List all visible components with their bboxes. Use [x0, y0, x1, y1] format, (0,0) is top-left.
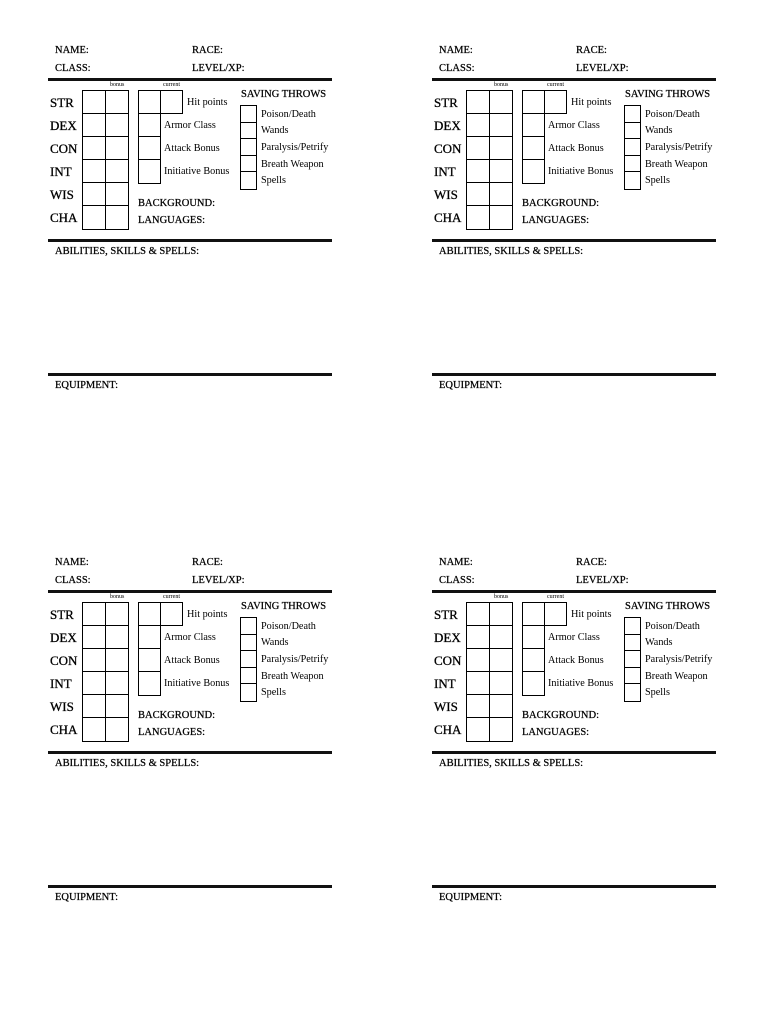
languages-label: LANGUAGES: — [522, 215, 590, 226]
stat-label-dex: DEX — [50, 629, 77, 645]
con-score-box — [83, 649, 106, 672]
paralysis-petrify-save-box — [241, 651, 256, 668]
poison-death-label: Poison/Death — [645, 620, 700, 632]
wis-bonus-box — [490, 695, 513, 718]
int-bonus-box — [106, 672, 129, 695]
int-score-box — [83, 160, 106, 183]
abilities-skills-spells-label: ABILITIES, SKILLS & SPELLS: — [439, 246, 584, 257]
spells-save-box — [241, 684, 256, 701]
wands-label: Wands — [261, 125, 289, 137]
armor-class-box — [523, 626, 544, 649]
name-label: NAME: — [439, 45, 473, 56]
attack-bonus-box — [139, 137, 160, 160]
languages-label: LANGUAGES: — [522, 727, 590, 738]
current-column-header: current — [163, 82, 180, 88]
stat-label-wis: WIS — [50, 186, 74, 202]
race-label: RACE: — [576, 45, 607, 56]
languages-label: LANGUAGES: — [138, 727, 206, 738]
header-divider — [48, 78, 332, 81]
attack-bonus-label: Attack Bonus — [548, 143, 604, 154]
class-label: CLASS: — [439, 63, 475, 74]
poison-death-save-box — [625, 618, 640, 635]
wis-bonus-box — [490, 183, 513, 206]
con-bonus-box — [106, 137, 129, 160]
dex-score-box — [83, 114, 106, 137]
class-label: CLASS: — [439, 575, 475, 586]
header-divider — [48, 590, 332, 593]
level-xp-label: LEVEL/XP: — [576, 63, 629, 74]
wis-bonus-box — [106, 183, 129, 206]
current-column-header: current — [547, 594, 564, 600]
wands-label: Wands — [645, 125, 673, 137]
stat-label-wis: WIS — [434, 186, 458, 202]
spells-label: Spells — [645, 687, 670, 699]
paralysis-petrify-save-box — [241, 139, 256, 156]
stat-label-str: STR — [50, 606, 74, 622]
breath-weapon-label: Breath Weapon — [645, 670, 708, 682]
paralysis-petrify-save-box — [625, 651, 640, 668]
saving-throw-grid — [240, 617, 257, 702]
name-label: NAME: — [55, 45, 89, 56]
race-label: RACE: — [576, 557, 607, 568]
initiative-bonus-box — [139, 672, 160, 695]
character-card — [432, 40, 716, 500]
equipment-divider — [432, 373, 716, 376]
stat-label-con: CON — [434, 140, 462, 156]
saving-throws-title: SAVING THROWS — [625, 89, 711, 100]
armor-class-label: Armor Class — [164, 632, 216, 643]
stat-label-cha: CHA — [50, 209, 78, 225]
hit-points-label: Hit points — [187, 609, 228, 620]
saving-throws-title: SAVING THROWS — [625, 601, 711, 612]
current-column-header: current — [547, 82, 564, 88]
cha-score-box — [83, 206, 106, 229]
attack-bonus-label: Attack Bonus — [548, 655, 604, 666]
stat-label-dex: DEX — [50, 117, 77, 133]
str-bonus-box — [490, 603, 513, 626]
hit-points-label: Hit points — [571, 97, 612, 108]
character-card — [48, 552, 332, 1012]
abilities-divider — [48, 751, 332, 754]
int-bonus-box — [490, 672, 513, 695]
hit-points-max-box — [139, 603, 160, 626]
equipment-label: EQUIPMENT: — [55, 892, 119, 903]
spells-label: Spells — [261, 687, 286, 699]
wis-score-box — [83, 695, 106, 718]
armor-class-label: Armor Class — [548, 632, 600, 643]
dex-bonus-box — [106, 114, 129, 137]
con-bonus-box — [490, 649, 513, 672]
paralysis-petrify-label: Paralysis/Petrify — [261, 142, 329, 153]
current-column-header: current — [163, 594, 180, 600]
class-label: CLASS: — [55, 575, 91, 586]
str-score-box — [467, 91, 490, 114]
abilities-divider — [432, 239, 716, 242]
initiative-bonus-label: Initiative Bonus — [548, 678, 614, 689]
wis-score-box — [83, 183, 106, 206]
initiative-bonus-label: Initiative Bonus — [164, 166, 230, 177]
cha-score-box — [83, 718, 106, 741]
wis-score-box — [467, 183, 490, 206]
stat-label-str: STR — [434, 606, 458, 622]
character-card — [48, 40, 332, 500]
dex-score-box — [467, 114, 490, 137]
int-bonus-box — [490, 160, 513, 183]
paralysis-petrify-label: Paralysis/Petrify — [261, 654, 329, 665]
attack-bonus-box — [139, 649, 160, 672]
spells-label: Spells — [645, 175, 670, 187]
equipment-divider — [48, 373, 332, 376]
str-bonus-box — [490, 91, 513, 114]
int-score-box — [83, 672, 106, 695]
breath-weapon-label: Breath Weapon — [645, 158, 708, 170]
hit-points-current-box — [544, 602, 567, 626]
armor-class-box — [139, 114, 160, 137]
stat-label-str: STR — [434, 94, 458, 110]
wands-save-box — [625, 635, 640, 652]
int-score-box — [467, 672, 490, 695]
cha-score-box — [467, 718, 490, 741]
cha-bonus-box — [106, 206, 129, 229]
level-xp-label: LEVEL/XP: — [576, 575, 629, 586]
attack-bonus-label: Attack Bonus — [164, 655, 220, 666]
hit-points-label: Hit points — [187, 97, 228, 108]
hit-points-current-box — [160, 602, 183, 626]
header-divider — [432, 78, 716, 81]
con-score-box — [83, 137, 106, 160]
equipment-label: EQUIPMENT: — [439, 892, 503, 903]
str-bonus-box — [106, 91, 129, 114]
dex-bonus-box — [490, 114, 513, 137]
header-divider — [432, 590, 716, 593]
stat-label-wis: WIS — [434, 698, 458, 714]
equipment-label: EQUIPMENT: — [439, 380, 503, 391]
background-label: BACKGROUND: — [138, 198, 216, 209]
cha-bonus-box — [490, 718, 513, 741]
stat-label-str: STR — [50, 94, 74, 110]
ability-score-grid — [466, 90, 513, 230]
dex-score-box — [83, 626, 106, 649]
poison-death-save-box — [241, 106, 256, 123]
stat-label-int: INT — [50, 163, 72, 179]
languages-label: LANGUAGES: — [138, 215, 206, 226]
equipment-label: EQUIPMENT: — [55, 380, 119, 391]
level-xp-label: LEVEL/XP: — [192, 63, 245, 74]
int-bonus-box — [106, 160, 129, 183]
wands-label: Wands — [645, 637, 673, 649]
character-card — [432, 552, 716, 1012]
saving-throw-grid — [624, 105, 641, 190]
abilities-skills-spells-label: ABILITIES, SKILLS & SPELLS: — [439, 758, 584, 769]
race-label: RACE: — [192, 557, 223, 568]
wands-save-box — [241, 123, 256, 140]
poison-death-save-box — [241, 618, 256, 635]
ability-score-grid — [466, 602, 513, 742]
stat-label-con: CON — [50, 652, 78, 668]
con-score-box — [467, 649, 490, 672]
name-label: NAME: — [439, 557, 473, 568]
armor-class-label: Armor Class — [548, 120, 600, 131]
bonus-column-header: bonus — [494, 82, 509, 88]
wands-label: Wands — [261, 637, 289, 649]
equipment-divider — [48, 885, 332, 888]
ability-score-grid — [82, 90, 129, 230]
armor-class-box — [523, 114, 544, 137]
bonus-column-header: bonus — [110, 594, 125, 600]
str-bonus-box — [106, 603, 129, 626]
initiative-bonus-label: Initiative Bonus — [164, 678, 230, 689]
paralysis-petrify-label: Paralysis/Petrify — [645, 142, 713, 153]
breath-weapon-label: Breath Weapon — [261, 670, 324, 682]
paralysis-petrify-label: Paralysis/Petrify — [645, 654, 713, 665]
initiative-bonus-box — [523, 672, 544, 695]
con-bonus-box — [490, 137, 513, 160]
hit-points-current-box — [544, 90, 567, 114]
hit-points-max-box — [523, 91, 544, 114]
wis-score-box — [467, 695, 490, 718]
combat-stat-grid — [138, 90, 161, 184]
breath-weapon-save-box — [241, 156, 256, 173]
level-xp-label: LEVEL/XP: — [192, 575, 245, 586]
breath-weapon-save-box — [625, 156, 640, 173]
stat-label-wis: WIS — [50, 698, 74, 714]
initiative-bonus-label: Initiative Bonus — [548, 166, 614, 177]
stat-label-cha: CHA — [50, 721, 78, 737]
dex-score-box — [467, 626, 490, 649]
poison-death-save-box — [625, 106, 640, 123]
hit-points-current-box — [160, 90, 183, 114]
spells-save-box — [625, 172, 640, 189]
spells-save-box — [241, 172, 256, 189]
combat-stat-grid — [522, 602, 545, 696]
stat-label-cha: CHA — [434, 209, 462, 225]
background-label: BACKGROUND: — [522, 198, 600, 209]
stat-label-int: INT — [434, 675, 456, 691]
stat-label-con: CON — [50, 140, 78, 156]
poison-death-label: Poison/Death — [645, 108, 700, 120]
saving-throws-title: SAVING THROWS — [241, 601, 327, 612]
equipment-divider — [432, 885, 716, 888]
initiative-bonus-box — [523, 160, 544, 183]
cha-bonus-box — [106, 718, 129, 741]
armor-class-box — [139, 626, 160, 649]
attack-bonus-label: Attack Bonus — [164, 143, 220, 154]
spells-save-box — [625, 684, 640, 701]
dex-bonus-box — [490, 626, 513, 649]
breath-weapon-label: Breath Weapon — [261, 158, 324, 170]
saving-throw-grid — [240, 105, 257, 190]
dex-bonus-box — [106, 626, 129, 649]
combat-stat-grid — [138, 602, 161, 696]
bonus-column-header: bonus — [110, 82, 125, 88]
cha-score-box — [467, 206, 490, 229]
abilities-divider — [48, 239, 332, 242]
stat-label-dex: DEX — [434, 629, 461, 645]
stat-label-int: INT — [50, 675, 72, 691]
paralysis-petrify-save-box — [625, 139, 640, 156]
breath-weapon-save-box — [625, 668, 640, 685]
wands-save-box — [625, 123, 640, 140]
con-bonus-box — [106, 649, 129, 672]
saving-throw-grid — [624, 617, 641, 702]
stat-label-con: CON — [434, 652, 462, 668]
int-score-box — [467, 160, 490, 183]
str-score-box — [467, 603, 490, 626]
cha-bonus-box — [490, 206, 513, 229]
breath-weapon-save-box — [241, 668, 256, 685]
str-score-box — [83, 91, 106, 114]
combat-stat-grid — [522, 90, 545, 184]
con-score-box — [467, 137, 490, 160]
abilities-skills-spells-label: ABILITIES, SKILLS & SPELLS: — [55, 758, 200, 769]
stat-label-dex: DEX — [434, 117, 461, 133]
hit-points-max-box — [139, 91, 160, 114]
poison-death-label: Poison/Death — [261, 108, 316, 120]
background-label: BACKGROUND: — [522, 710, 600, 721]
wis-bonus-box — [106, 695, 129, 718]
saving-throws-title: SAVING THROWS — [241, 89, 327, 100]
hit-points-label: Hit points — [571, 609, 612, 620]
stat-label-int: INT — [434, 163, 456, 179]
initiative-bonus-box — [139, 160, 160, 183]
stat-label-cha: CHA — [434, 721, 462, 737]
race-label: RACE: — [192, 45, 223, 56]
abilities-divider — [432, 751, 716, 754]
poison-death-label: Poison/Death — [261, 620, 316, 632]
attack-bonus-box — [523, 649, 544, 672]
background-label: BACKGROUND: — [138, 710, 216, 721]
hit-points-max-box — [523, 603, 544, 626]
str-score-box — [83, 603, 106, 626]
attack-bonus-box — [523, 137, 544, 160]
armor-class-label: Armor Class — [164, 120, 216, 131]
name-label: NAME: — [55, 557, 89, 568]
abilities-skills-spells-label: ABILITIES, SKILLS & SPELLS: — [55, 246, 200, 257]
wands-save-box — [241, 635, 256, 652]
class-label: CLASS: — [55, 63, 91, 74]
spells-label: Spells — [261, 175, 286, 187]
bonus-column-header: bonus — [494, 594, 509, 600]
ability-score-grid — [82, 602, 129, 742]
